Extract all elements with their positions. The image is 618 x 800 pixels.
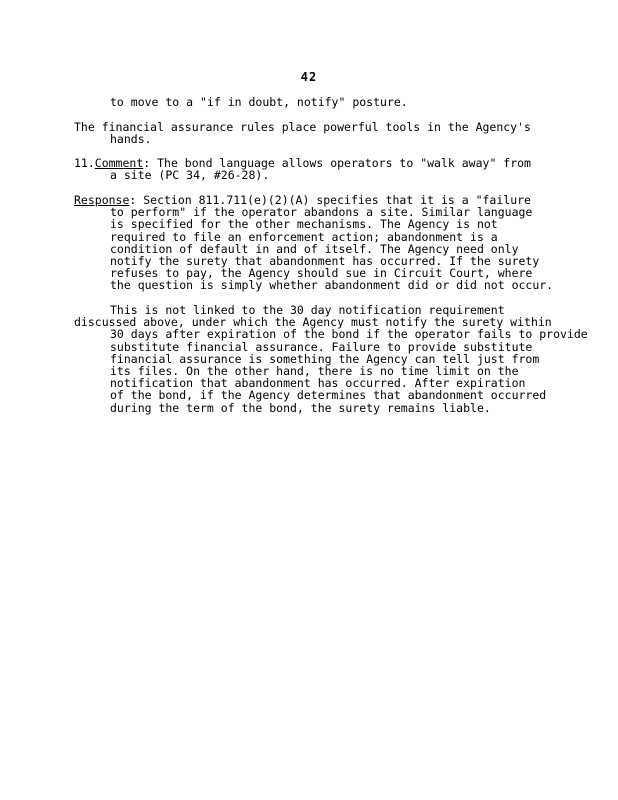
response-line: refuses to pay, the Agency should sue in Circuit Court, where — [110, 266, 533, 281]
response-line: condition of default in and of itself. The Agency need only — [110, 241, 519, 256]
response-line: to perform" if the operator abandons a site. Similar language — [110, 205, 533, 220]
intro-line: to move to a "if in doubt, notify" posture. — [110, 95, 408, 109]
paragraph-line: The financial assurance rules place powerful tools in the Agency's — [74, 120, 531, 134]
paragraph-line: its files. On the other hand, there is no time limit on the — [110, 364, 519, 379]
comment-number: 11. — [74, 156, 95, 170]
paragraph-line: 30 days after expiration of the bond if the operator fails to provide — [110, 327, 588, 342]
response-label: Response — [74, 193, 130, 207]
final-paragraph — [74, 303, 588, 415]
response-line: required to file an enforcement action; abandonment is a — [110, 229, 498, 244]
comment-label: Comment — [94, 156, 144, 170]
paragraph-line: of the bond, if the Agency determines that abandonment occurred — [110, 388, 547, 403]
paragraph-line: financial assurance is something the Agency can tell just from — [110, 351, 540, 366]
paragraph-line: This is not linked to the 30 day notification requirement — [110, 303, 505, 317]
response-line: the question is simply whether abandonment did or did not occur. — [110, 278, 554, 293]
comment-text: The bond language allows operators to "walk away" from — [157, 156, 531, 170]
page-number: 42 — [300, 70, 318, 84]
paragraph-line: notification that abandonment has occurred. After expiration — [110, 376, 526, 391]
intro-paragraph — [74, 96, 564, 108]
comment-line: a site (PC 34, #26-28). — [110, 168, 270, 183]
comment-first-line: 11.Comment: The bond language allows operators to "walk away" from — [74, 156, 531, 170]
response-line: is specified for the other mechanisms. The Agency is not — [110, 217, 498, 232]
paragraph-line: discussed above, under which the Agency must notify the surety within — [74, 315, 552, 330]
response-line: notify the surety that abandonment has occurred. If the surety — [110, 254, 540, 269]
response — [74, 194, 564, 292]
paragraph-line: substitute financial assurance. Failure to provide substitute — [110, 339, 533, 354]
paragraph-line: hands. — [110, 132, 152, 147]
financial-assurance-paragraph — [74, 121, 564, 145]
comment-11 — [74, 157, 564, 181]
response-text: : Section 811.711(e)(2)(A) specifies that it is a "failure — [129, 193, 531, 207]
paragraph-line: during the term of the bond, the surety remains liable. — [110, 400, 491, 415]
